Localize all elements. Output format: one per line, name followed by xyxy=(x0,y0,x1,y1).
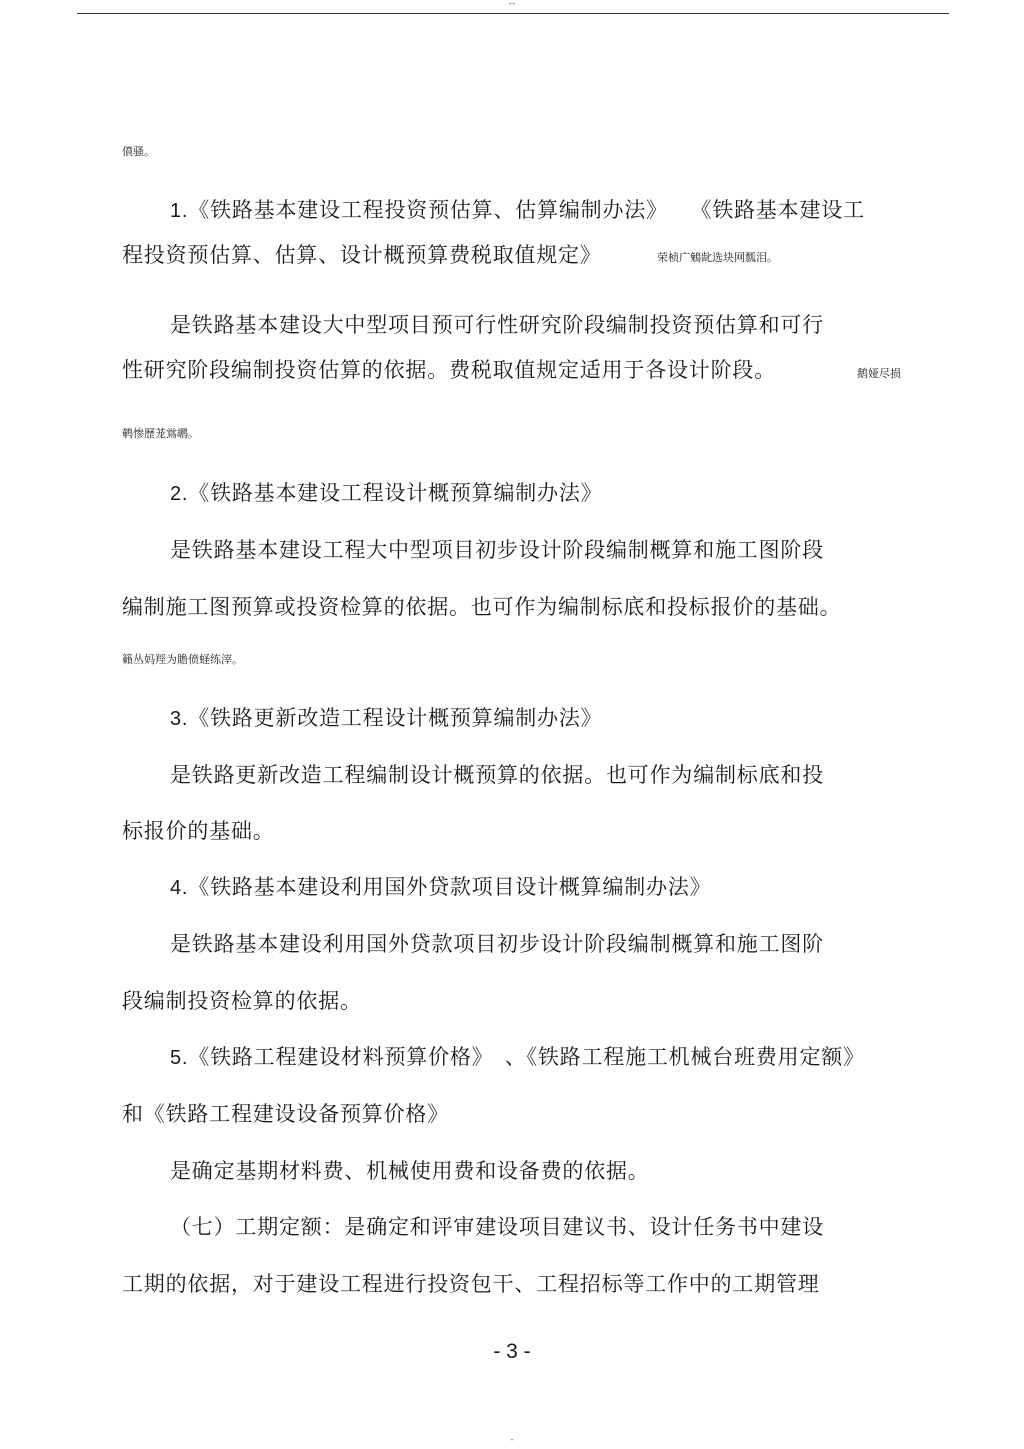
paragraph-line: 是铁路基本建设大中型项目预可行性研究阶段编制投资预估算和可行 xyxy=(170,313,824,337)
item-number: 5. xyxy=(170,1047,189,1069)
item-3-title xyxy=(170,704,602,733)
paragraph-line: 标报价的基础。 xyxy=(122,819,275,843)
header-mark: -- xyxy=(508,0,516,9)
garbled-fragment: 籟丛妈羥为贍偾蛏练滓。 xyxy=(122,653,243,666)
item-4-title xyxy=(170,873,711,902)
paragraph-line: 是确定基期材料费、机械使用费和设备费的依据。 xyxy=(170,1159,650,1183)
paragraph-line: 是铁路更新改造工程编制设计概预算的依据。也可作为编制标底和投 xyxy=(170,763,824,787)
garbled-fragment: 鹅娅尽损 xyxy=(857,367,901,380)
garbled-fragment: 荣桢广鵵龀选块网瓢泪。 xyxy=(657,251,778,264)
item-2-title xyxy=(170,479,602,508)
garbled-fragment: 僨骚。 xyxy=(122,145,155,158)
item-number: 3. xyxy=(170,708,189,730)
item-number: 1. xyxy=(170,200,189,222)
text: 《铁路基本建设工程投资预估算、估算编制办法》 《铁路基本建设工 xyxy=(188,198,865,222)
item-number: 2. xyxy=(170,483,189,505)
paragraph-line: 编制施工图预算或投资检算的依据。也可作为编制标底和投标报价的基础。 xyxy=(122,595,842,619)
paragraph-line: 段编制投资检算的依据。 xyxy=(122,989,362,1013)
item-1-title-line-1 xyxy=(170,196,865,225)
text: 《铁路更新改造工程设计概预算编制办法》 xyxy=(188,706,603,730)
paragraph-line: 工期的依据，对于建设工程进行投资包干、工程招标等工作中的工期管理 xyxy=(122,1272,820,1296)
text: 《铁路基本建设工程设计概预算编制办法》 xyxy=(188,481,603,505)
header-rule xyxy=(77,13,949,14)
paragraph-line: 是铁路基本建设工程大中型项目初步设计阶段编制概算和施工图阶段 xyxy=(170,538,824,562)
footer-mark: - xyxy=(510,1435,514,1445)
paragraph-line: 是铁路基本建设利用国外贷款项目初步设计阶段编制概算和施工图阶 xyxy=(170,932,824,956)
text: 《铁路基本建设利用国外贷款项目设计概算编制办法》 xyxy=(188,875,712,899)
text: 《铁路工程建设材料预算价格》 、《铁路工程施工机械台班费用定额》 xyxy=(188,1045,865,1069)
item-5-title-line-1 xyxy=(170,1043,865,1072)
item-5-title-line-2: 和《铁路工程建设设备预算价格》 xyxy=(122,1102,449,1126)
page-number: - 3 - xyxy=(493,1340,531,1363)
paragraph-line: （七）工期定额：是确定和评审建设项目建议书、设计任务书中建设 xyxy=(170,1215,824,1239)
paragraph-line: 性研究阶段编制投资估算的依据。费税取值规定适用于各设计阶段。 xyxy=(122,358,776,382)
item-1-title-line-2: 程投资预估算、估算、设计概预算费税取值规定》 xyxy=(122,243,602,267)
garbled-fragment: 鹌惨歷茏鴬鹕。 xyxy=(122,427,199,440)
item-number: 4. xyxy=(170,877,189,899)
